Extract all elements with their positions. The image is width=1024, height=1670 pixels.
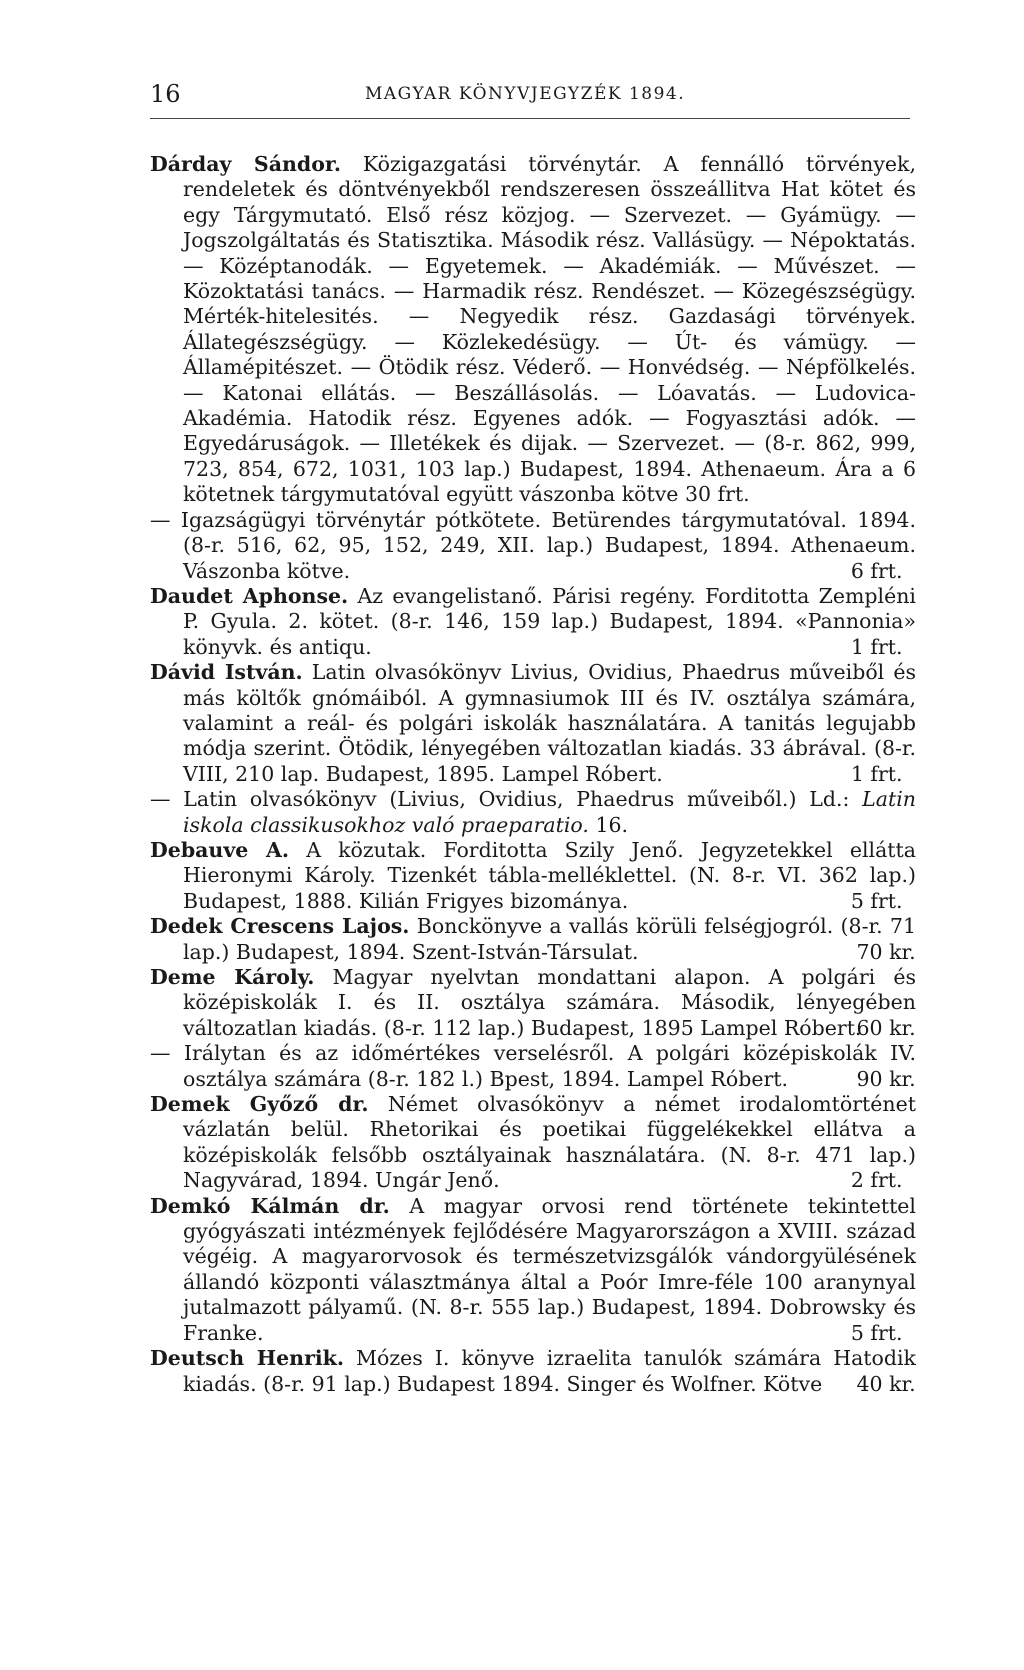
header-rule — [150, 118, 910, 119]
catalog-entry — [148, 584, 916, 660]
catalog-entry — [148, 1092, 916, 1194]
entry-text: — Igazságügyi törvénytár pótkötete. Betürendes tárgymutatóval. 1894. (8-r. 516, 62, 95, 152, 249, XII. lap.) Budapest, 1894. Athenaeum. Vászonba kötve. — [150, 507, 916, 583]
catalog-entry — [148, 1194, 916, 1346]
page-number: 16 — [150, 80, 181, 108]
page-header — [150, 80, 910, 108]
entry-price: 5 frt. — [850, 888, 903, 913]
entry-text: Az evangelistanő. Párisi regény. Forditotta Zempléni P. Gyula. 2. kötet. (8-r. 146, 159 lap.) Budapest, 1894. «Pannonia» könyvk. és antiqu. — [183, 583, 916, 659]
catalog-entry — [148, 1346, 916, 1397]
entry-text: — Latin olvasókönyv (Livius, Ovidius, Phaedrus műveiből.) Ld.: — [150, 787, 850, 812]
entry-price: 60 kr. — [856, 1015, 916, 1040]
entry-price: 40 kr. — [856, 1371, 916, 1396]
entry-author: Demek Győző dr. — [150, 1092, 369, 1117]
entry-price: 6 frt. — [850, 558, 903, 583]
catalog-entry — [148, 1041, 916, 1092]
entry-text: Magyar nyelvtan mondattani alapon. A polgári és középiskolák I. és II. osztálya számára. Második, lényegében változatlan kiadás. (8-r. 112 lap.) Budapest, 1895 Lampel Róbert. — [183, 965, 916, 1040]
catalog-entry — [148, 838, 916, 914]
entry-price: 2 frt. — [850, 1168, 903, 1193]
entry-author: Deme Károly. — [150, 965, 315, 989]
catalog-entry — [148, 660, 916, 787]
entry-author: Demkó Kálmán dr. — [150, 1193, 390, 1218]
entry-price: 70 kr. — [856, 939, 916, 964]
entry-cross-reference: Latin iskola classikusokhoz való praeparatio. — [183, 787, 916, 837]
entry-text: A magyar orvosi rend története tekintettel gyógyászati intézmények fejlődésére Magyarországon a XVIII. század végéig. A magyarorvosok és természetvizsgálók vándorgyülésének állandó központi választmánya által a Poór Imre-féle 100 aranynyal jutalmazott pályamű. (N. 8-r. 555 lap.) Budapest, 1894. Dobrowsky és Franke. — [183, 1193, 916, 1345]
entry-text: Közigazgatási törvénytár. A fennálló törvények, rendeletek és döntvényekből rendszeresen összeállitva Hat kötet és egy Tárgymutató. Első rész közjog. — Szervezet. — Gyámügy. — Jogszolgáltatás és Statisztika. Második rész. Vallásügy. — Népoktatás. — Középtanodák. — Egyetemek. — Akadémiák. — Művészet. — Közoktatási tanács. — Harmadik rész. Rendészet. — Közegészségügy. Mérték-hitelesités. — Negyedik rész. Gazdasági törvények. Állategészségügy. — Közlekedésügy. — Út- és vámügy. — Államépitészet. — Ötödik rész. Véderő. — Honvédség. — Népfölkelés. — Katonai ellátás. — Beszállásolás. — Lóavatás. — Ludovica-Akadémia. Hatodik rész. Egyenes adók. — Fogyasztási adók. — Egyedáruságok. — Illetékek és dijak. — Szervezet. — (8-r. 862, 999, 723, 854, 672, 1031, 103 lap.) Budapest, 1894. Athenaeum. Ára a 6 kötetnek tárgymutatóval együtt vászonba kötve 30 frt. — [183, 152, 916, 507]
entry-author: Dárday Sándor. — [150, 152, 341, 176]
catalog-entry — [148, 508, 916, 584]
entry-text: A közutak. Forditotta Szily Jenő. Jegyzetekkel ellátta Hieronymi Károly. Tizenkét tábla-melléklettel. (N. 8-r. VI. 362 lap.) Budapest, 1888. Kilián Frigyes bizománya. — [183, 837, 916, 913]
entry-text: Mózes I. könyve izraelita tanulók számára Hatodik kiadás. (8-r. 91 lap.) Budapest 1894. Singer és Wolfner. Kötve — [183, 1346, 916, 1396]
entry-ref-number: 16. — [595, 812, 629, 837]
catalog-entry — [148, 914, 916, 965]
entry-text: Bonckönyve a vallás körüli felségjogról. (8-r. 71 lap.) Budapest, 1894. Szent-István-Társulat. — [183, 914, 916, 964]
entry-text: — Irálytan és az időmértékes verselésről. A polgári középiskolák IV. osztálya számára (8-r. 182 l.) Bpest, 1894. Lampel Róbert. — [150, 1041, 916, 1091]
catalog-entry — [148, 152, 916, 508]
catalog-entry — [148, 787, 916, 838]
catalog-entry — [148, 965, 916, 1041]
entry-author: Dávid István. — [150, 660, 303, 685]
entry-text: Német olvasókönyv a német irodalomtörténet vázlatán belül. Rhetorikai és poetikai függelékekkel ellátva a középiskolák felsőbb osztályainak használatára. (N. 8-r. 471 lap.) Nagyvárad, 1894. Ungár Jenő. — [183, 1092, 916, 1193]
running-title: MAGYAR KÖNYVJEGYZÉK 1894. — [365, 84, 686, 104]
entry-author: Daudet Aphonse. — [150, 583, 349, 608]
entry-author: Dedek Crescens Lajos. — [150, 914, 410, 939]
entry-price: 5 frt. — [850, 1320, 903, 1345]
entry-price: 90 kr. — [856, 1066, 916, 1091]
entry-text: Latin olvasókönyv Livius, Ovidius, Phaedrus műveiből és más költők gnómáiból. A gymnasiumok III és IV. osztálya számára, valamint a reál- és polgári iskolák használatára. A tanitás legujabb módja szerint. Ötödik, lényegében változatlan kiadás. 33 ábrával. (8-r. VIII, 210 lap. Budapest, 1895. Lampel Róbert. — [183, 660, 916, 786]
entry-price: 1 frt. — [850, 634, 903, 659]
catalog-entries — [148, 152, 916, 1397]
entry-author: Debauve A. — [150, 837, 290, 862]
entry-author: Deutsch Henrik. — [150, 1346, 344, 1371]
entry-price: 1 frt. — [850, 761, 903, 786]
